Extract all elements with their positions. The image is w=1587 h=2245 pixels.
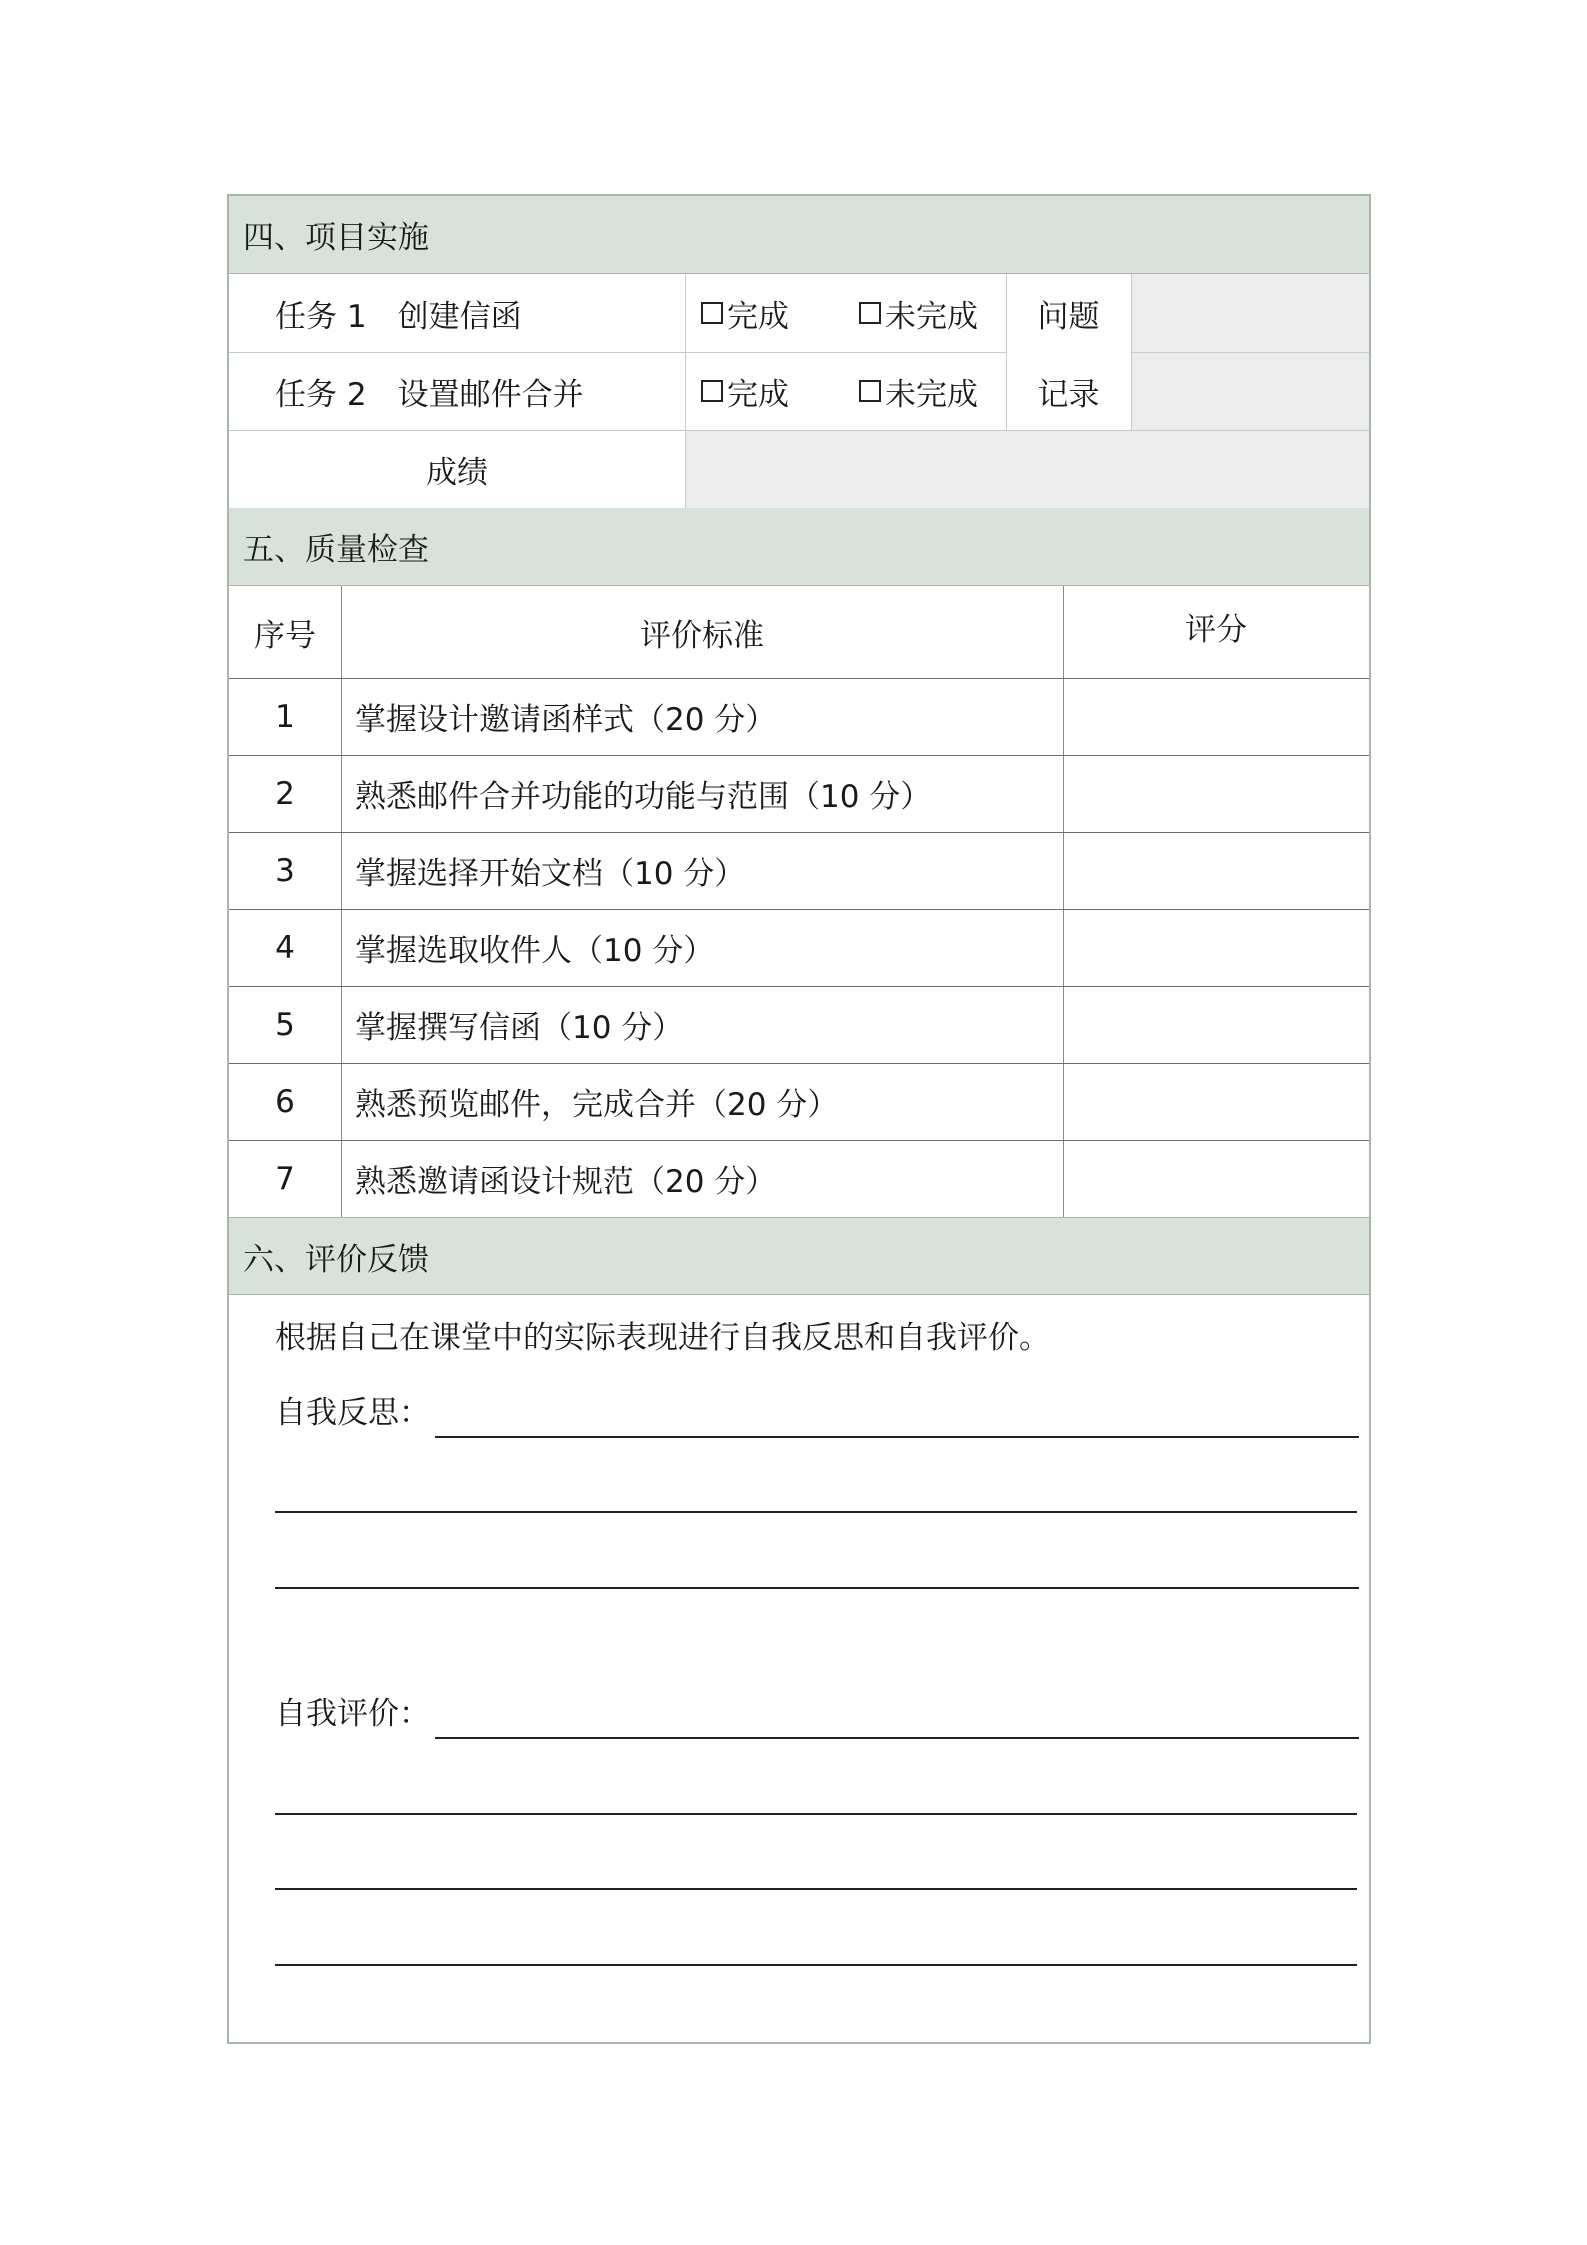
checkbox-icon [701,302,723,324]
row-criteria: 熟悉预览邮件，完成合并（20 分） [355,1087,839,1123]
task2-label: 任务 2 设置邮件合并 [275,376,584,413]
task2-undone-checkbox[interactable]: 未完成 [859,352,999,430]
evaluation-line-4[interactable] [275,1964,1357,1966]
row-criteria: 掌握选取收件人（10 分） [355,933,715,969]
feedback-instruction: 根据自己在课堂中的实际表现进行自我反思和自我评价。 [275,1319,1050,1356]
checkbox-icon [701,380,723,402]
row-score-field[interactable] [1063,1140,1369,1217]
evaluation-line-3[interactable] [275,1888,1357,1890]
task1-label: 任务 1 创建信函 [275,298,522,335]
row-criteria: 熟悉邀请函设计规范（20 分） [355,1164,777,1200]
reflection-line-2[interactable] [275,1511,1357,1513]
row-criteria: 掌握选择开始文档（10 分） [355,856,746,892]
row-criteria: 熟悉邮件合并功能的功能与范围（10 分） [355,779,932,815]
checkbox-icon [859,302,881,324]
task2-done-checkbox[interactable]: 完成 [701,352,811,430]
task1-undone-checkbox[interactable]: 未完成 [859,274,999,352]
section6-title: 六、评价反馈 [243,1241,429,1278]
col-header-no: 序号 [254,617,316,654]
section5-title: 五、质量检查 [243,532,429,568]
row-score-field[interactable] [1063,755,1369,832]
col-header-score: 评分 [1185,611,1247,648]
reflection-line-1[interactable] [435,1436,1359,1438]
row-no: 4 [275,929,295,966]
row-no: 2 [275,775,295,812]
form-sheet [227,194,1371,2044]
evaluation-line-2[interactable] [275,1813,1357,1815]
score-label: 成绩 [426,454,488,491]
issue-record-field-2[interactable] [1131,352,1369,430]
reflection-line-3[interactable] [275,1587,1359,1589]
row-no: 7 [275,1160,295,1197]
task1-done-checkbox[interactable]: 完成 [701,274,811,352]
row-no: 5 [275,1006,295,1043]
row-criteria: 掌握设计邀请函样式（20 分） [355,702,777,738]
row-no: 6 [275,1083,295,1120]
section6-header [229,1217,1369,1295]
row-score-field[interactable] [1063,1063,1369,1140]
row-score-field[interactable] [1063,909,1369,986]
score-field[interactable] [685,430,1369,508]
row-no: 1 [275,698,295,735]
evaluation-line-1[interactable] [435,1737,1359,1739]
row-criteria: 掌握撰写信函（10 分） [355,1010,684,1046]
section5-header [229,508,1369,586]
reflection-label: 自我反思： [275,1394,430,1431]
section4-title: 四、项目实施 [243,220,429,256]
evaluation-label: 自我评价： [275,1695,430,1732]
issue-record-field-1[interactable] [1131,274,1369,352]
row-score-field[interactable] [1063,678,1369,755]
section4-header [229,196,1369,274]
issue-label-bottom: 记录 [1037,376,1100,413]
issue-label-top: 问题 [1037,298,1100,335]
row-score-field[interactable] [1063,986,1369,1063]
col-header-criteria: 评价标准 [640,617,764,654]
row-score-field[interactable] [1063,832,1369,909]
checkbox-icon [859,380,881,402]
row-no: 3 [275,852,295,889]
